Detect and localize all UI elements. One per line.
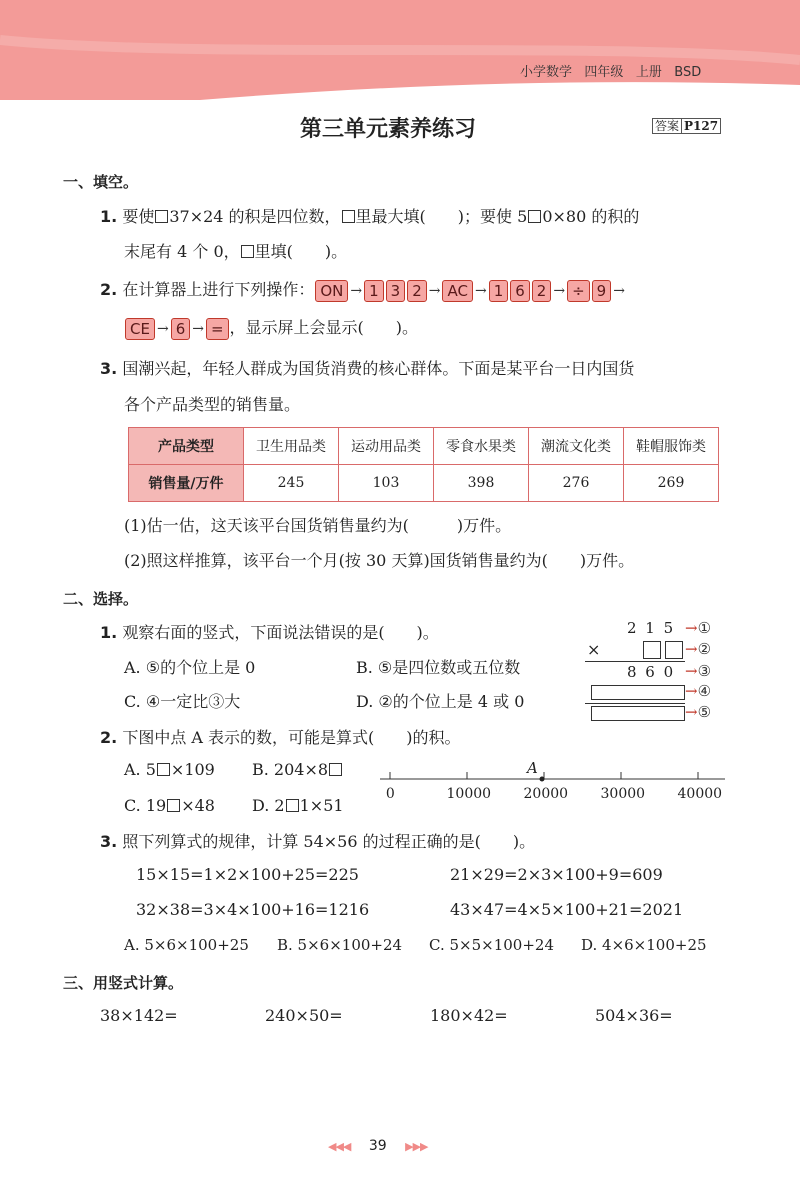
example-3: 32×38=3×4×100+16=1216 — [136, 900, 370, 919]
tick-label: 30000 — [600, 786, 646, 802]
q-text: 照下列算式的规律，计算 54×56 的过程正确的是( )。 — [122, 832, 536, 851]
q1-1-line2 — [124, 239, 347, 262]
sales-table — [128, 427, 719, 502]
table-header-cell: 销售量/万件 — [129, 465, 244, 502]
q-num: 1. — [100, 623, 118, 642]
calc-key-ce: CE — [125, 318, 155, 340]
option-a: A. 5×6×100+25 — [124, 936, 249, 954]
q-text: 要使 — [122, 207, 155, 226]
table-cell: 276 — [529, 465, 624, 502]
tick-label: 0 — [385, 786, 395, 802]
blank-box — [591, 706, 685, 721]
footer-right-arrows: ▶▶▶ — [405, 1140, 428, 1153]
label-3: →③ — [685, 662, 712, 680]
arrow-icon: → — [428, 282, 441, 299]
example-4: 43×47=4×5×100+21=2021 — [450, 900, 684, 919]
q1-3-sub1: (1)估一估，这天该平台国货销售量约为( )万件。 — [124, 516, 512, 535]
q1-2-line2 — [124, 315, 418, 340]
section-2-heading: 二、选择。 — [63, 590, 139, 608]
vert-line — [585, 703, 685, 704]
header-term: 上册 — [635, 65, 662, 80]
q-text: 末尾有 4 个 0， — [124, 242, 240, 261]
vert-row1: 2 1 5 — [627, 619, 676, 637]
q-text: 观察右面的竖式，下面说法错误的是( )。 — [122, 623, 439, 642]
table-cell: 245 — [244, 465, 339, 502]
q1-3-line1 — [100, 356, 634, 379]
section-1-heading: 一、填空。 — [63, 173, 139, 191]
table-cell: 269 — [624, 465, 719, 502]
tick-label: 40000 — [677, 786, 723, 802]
q-num: 2. — [100, 728, 118, 747]
calc-key-digit: 9 — [592, 280, 612, 302]
table-cell: 398 — [434, 465, 529, 502]
answer-page: P127 — [682, 118, 721, 134]
calc-item: 38×142= — [100, 1006, 178, 1025]
q1-3-sub2: (2)照这样推算，该平台一个月(按 30 天算)国货销售量约为( )万件。 — [124, 551, 635, 570]
calc-key-digit: 6 — [171, 318, 191, 340]
q-text: 下图中点 A 表示的数，可能是算式( )的积。 — [122, 728, 461, 747]
label-2: →② — [685, 640, 712, 658]
arrow-icon: → — [613, 282, 625, 299]
calc-key-digit: 2 — [532, 280, 552, 302]
blank-box — [643, 641, 661, 659]
vertical-multiplication — [585, 617, 730, 725]
table-cell: 卫生用品类 — [244, 428, 339, 465]
calc-key-equals: = — [206, 318, 229, 340]
q-num: 1. — [100, 207, 118, 226]
footer — [328, 1138, 428, 1154]
header-edition: BSD — [674, 65, 702, 80]
arrow-icon: → — [474, 282, 487, 299]
q2-1-text — [100, 620, 439, 643]
option-b: B. 204×8 — [252, 760, 343, 779]
q-text: 里最大填( )；要使 5 — [355, 207, 528, 226]
option-d: D. ②的个位上是 4 或 0 — [356, 692, 525, 711]
table-row — [129, 465, 719, 502]
blank-box — [157, 763, 170, 776]
answer-label: 答案 — [652, 118, 682, 134]
tick-label: 20000 — [523, 786, 569, 802]
vert-line — [585, 661, 685, 662]
header-grade: 四年级 — [584, 65, 624, 80]
blank-box — [528, 210, 541, 223]
label-1: →① — [685, 619, 712, 637]
calc-item: 240×50= — [265, 1006, 343, 1025]
calc-key-on: ON — [315, 280, 348, 302]
option-c: C. 19 ×48 — [124, 796, 215, 815]
blank-box — [155, 210, 168, 223]
header-banner — [0, 0, 800, 100]
q-text: 0×80 的积的 — [542, 207, 640, 226]
table-cell: 鞋帽服饰类 — [624, 428, 719, 465]
blank-box — [342, 210, 355, 223]
label-5: →⑤ — [685, 703, 712, 721]
blank-box — [665, 641, 683, 659]
q-text: 37×24 的积是四位数， — [169, 207, 341, 226]
q-text: 国潮兴起，年轻人群成为国货消费的核心群体。下面是某平台一日内国货 — [122, 359, 635, 378]
q-text: ，显示屏上会显示( )。 — [229, 318, 419, 337]
q2-2-text — [100, 725, 461, 748]
page-number: 39 — [368, 1138, 387, 1154]
section-3-heading: 三、用竖式计算。 — [63, 974, 184, 992]
table-cell: 103 — [339, 465, 434, 502]
arrow-icon: → — [192, 320, 204, 337]
page-title: 第三单元素养练习 — [300, 117, 477, 142]
calc-key-digit: 1 — [489, 280, 509, 302]
blank-box — [167, 799, 180, 812]
q2-3-text — [100, 829, 535, 852]
option-c: C. 5×5×100+24 — [429, 936, 554, 954]
table-row — [129, 428, 719, 465]
arrow-icon: → — [553, 282, 566, 299]
point-a-label: A — [527, 759, 538, 777]
label-4: →④ — [685, 682, 712, 700]
example-1: 15×15=1×2×100+25=225 — [136, 865, 359, 884]
header-info — [520, 61, 701, 80]
option-a: A. 5 ×109 — [124, 760, 215, 779]
q-num: 3. — [100, 832, 118, 851]
q1-1-line1 — [100, 204, 639, 227]
option-a: A. ⑤的个位上是 0 — [124, 658, 256, 677]
arrow-icon: → — [156, 320, 169, 337]
calc-item: 504×36= — [595, 1006, 673, 1025]
calc-key-divide: ÷ — [567, 280, 590, 302]
vert-times: × — [587, 640, 601, 659]
calc-item: 180×42= — [430, 1006, 508, 1025]
calc-key-digit: 2 — [407, 280, 427, 302]
q1-3-line2: 各个产品类型的销售量。 — [124, 395, 301, 414]
vert-row3: 8 6 0 — [627, 663, 676, 681]
blank-box — [329, 763, 342, 776]
calc-key-digit: 6 — [510, 280, 530, 302]
table-cell: 运动用品类 — [339, 428, 434, 465]
calc-key-ac: AC — [442, 280, 472, 302]
footer-left-arrows: ◀◀◀ — [328, 1140, 351, 1153]
number-line — [375, 760, 735, 810]
q-text: 里填( )。 — [254, 242, 348, 261]
blank-box — [591, 685, 685, 700]
blank-box — [241, 245, 254, 258]
option-c: C. ④一定比③大 — [124, 692, 241, 711]
table-cell: 潮流文化类 — [529, 428, 624, 465]
q-num: 2. — [100, 280, 118, 299]
blank-box — [286, 799, 299, 812]
q-text: 在计算器上进行下列操作： — [122, 280, 315, 299]
option-b: B. 5×6×100+24 — [277, 936, 403, 954]
tick-label: 10000 — [446, 786, 492, 802]
point-a-marker — [540, 777, 545, 782]
table-cell: 零食水果类 — [434, 428, 529, 465]
q-num: 3. — [100, 359, 118, 378]
option-d: D. 4×6×100+25 — [581, 936, 707, 954]
q1-2-line1 — [100, 277, 626, 302]
option-b: B. ⑤是四位数或五位数 — [356, 658, 521, 677]
table-header-cell: 产品类型 — [129, 428, 244, 465]
header-subject: 小学数学 — [520, 65, 573, 80]
example-2: 21×29=2×3×100+9=609 — [450, 865, 663, 884]
calc-key-digit: 1 — [364, 280, 384, 302]
calc-key-digit: 3 — [386, 280, 406, 302]
answer-ref — [652, 117, 721, 134]
arrow-icon: → — [350, 282, 363, 299]
option-d: D. 2 1×51 — [252, 796, 344, 815]
